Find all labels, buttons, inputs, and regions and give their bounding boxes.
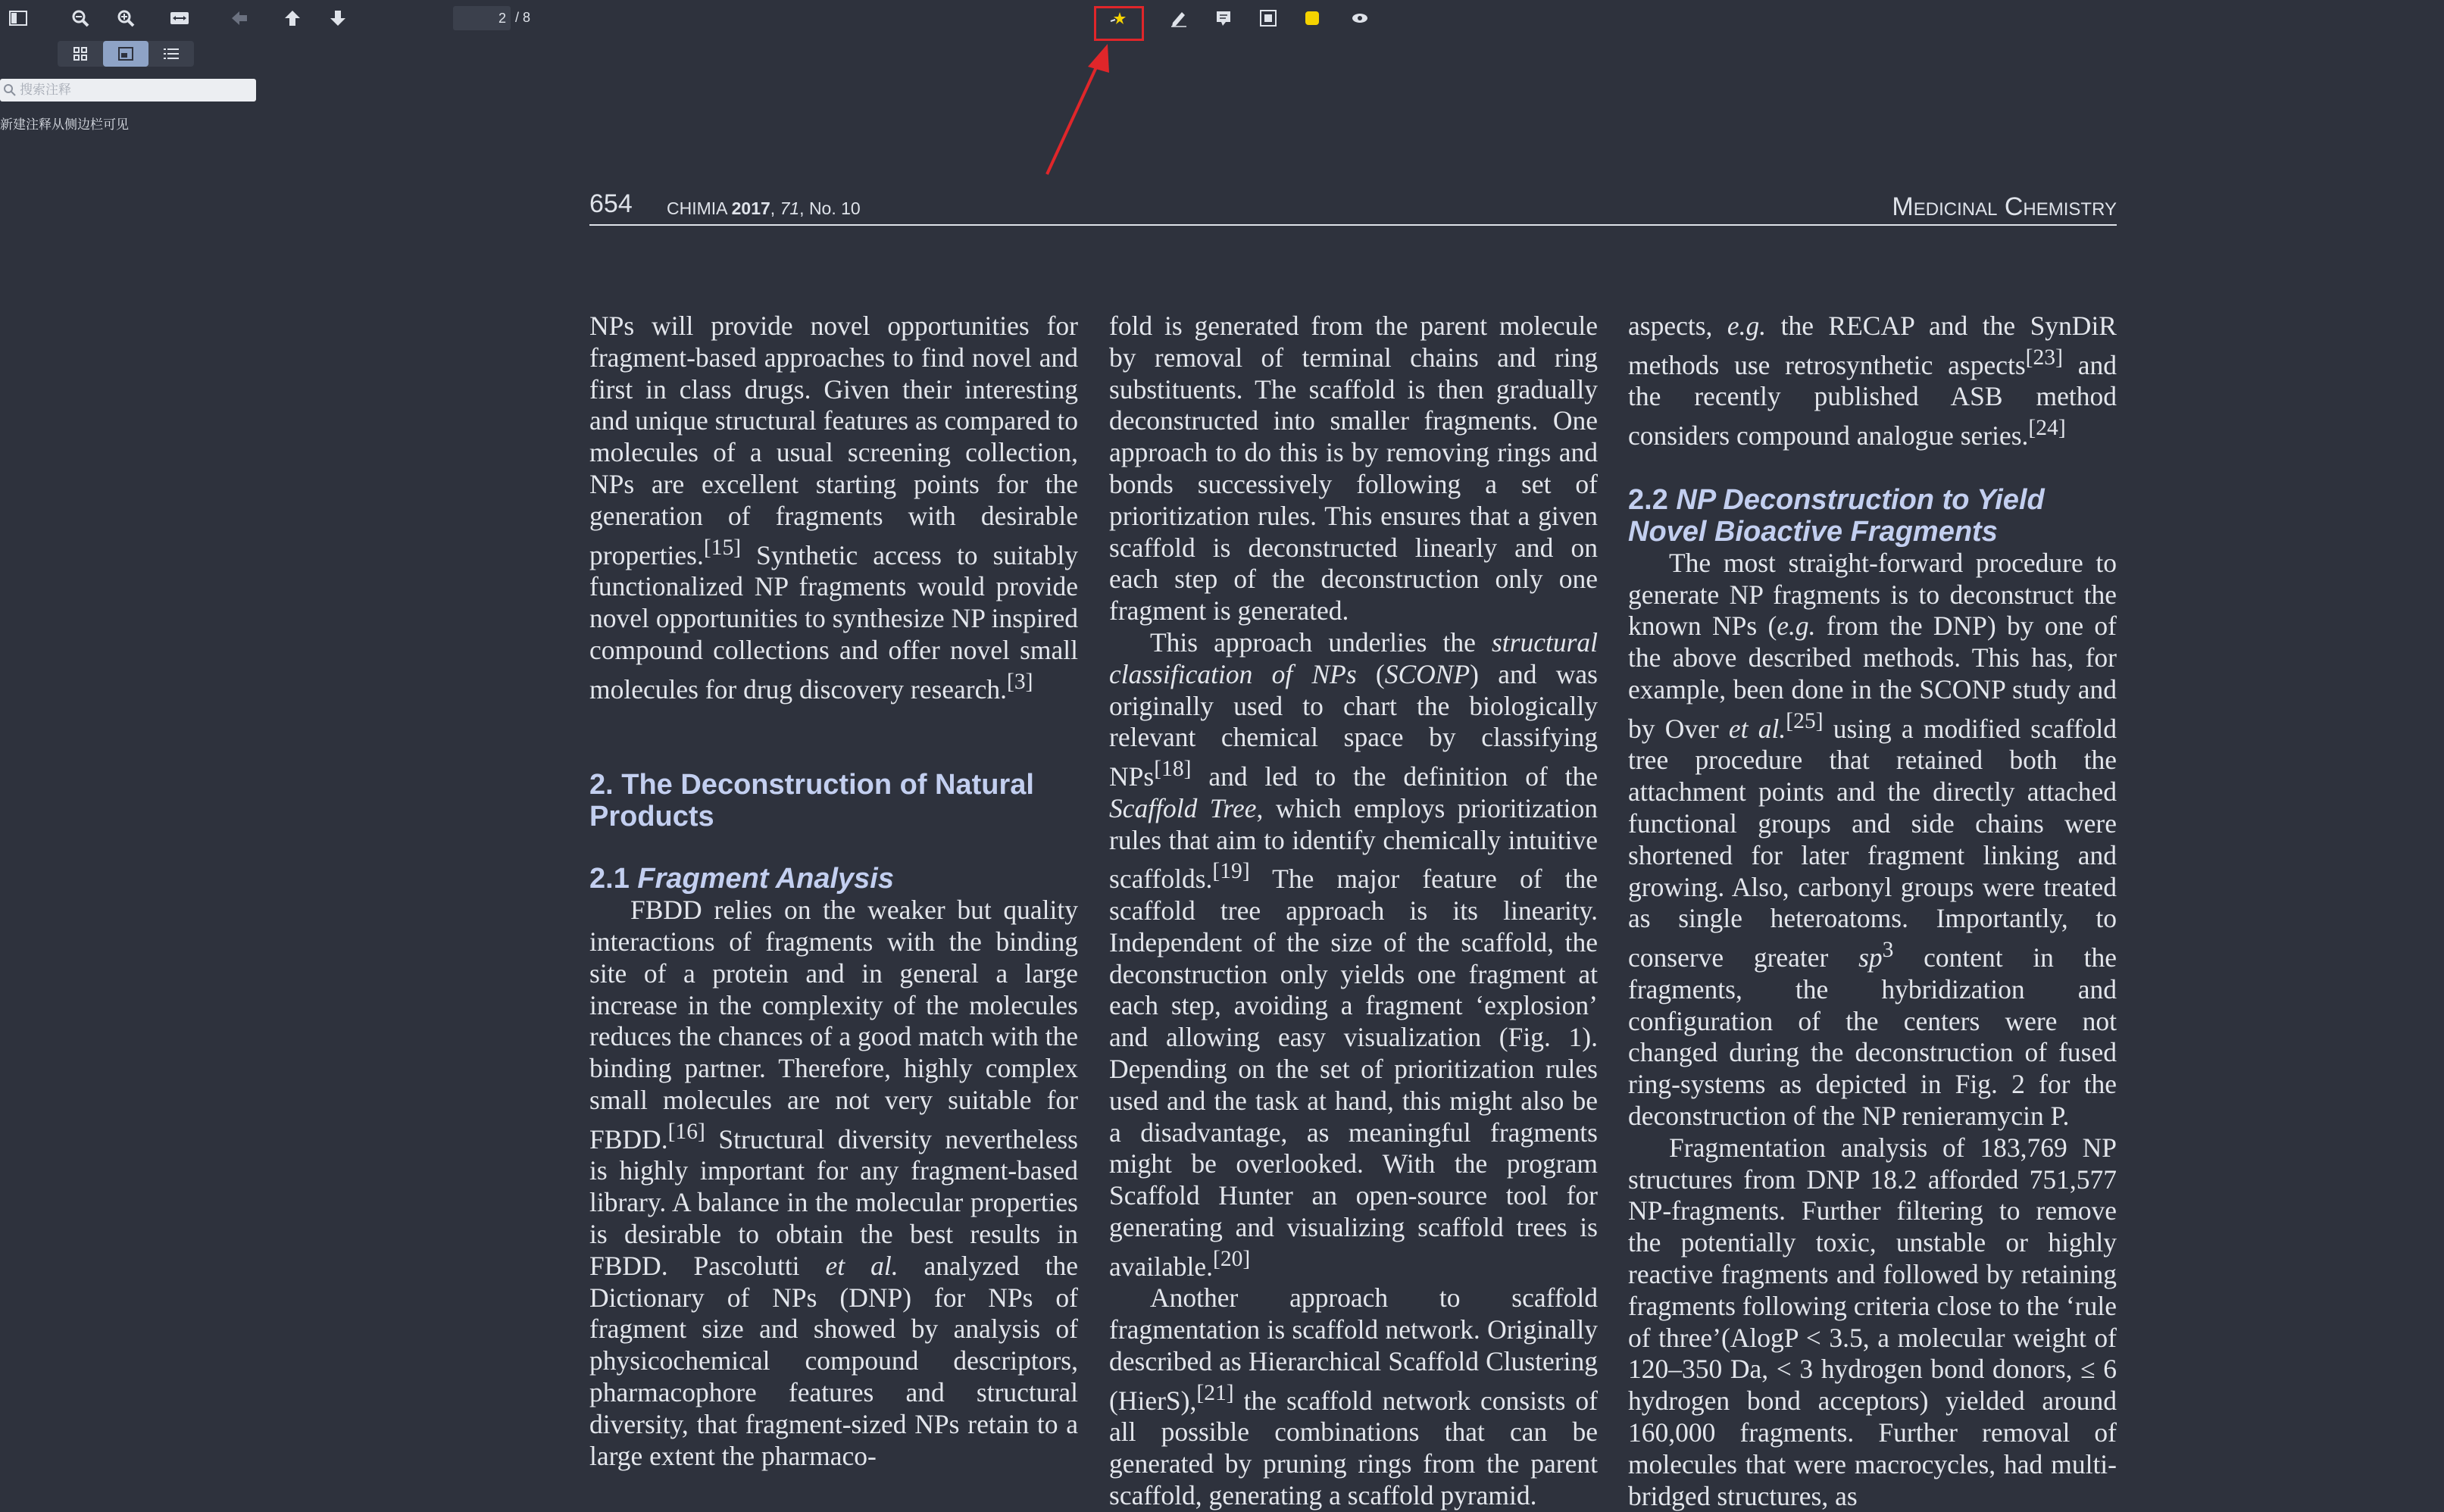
- annotation-search-input[interactable]: [0, 79, 256, 102]
- paragraph: Fragmentation analysis of 183,769 NP structures from DNP 18.2 afforded 751,577 NP-fragments. Further filtering to remove the potentially toxic, unstable or highly reactive fragments and followed by retaining fragments following criteria close to the ‘rule of three’(AlogP < 3.5, a molecular weight of 120–350 Da, < 3 hydrogen bond donors, ≤ 6 hydrogen bond acceptors) yielded around 160,000 fragments. Further removal of molecules that were macrocycles, had multi-bridged structures, as: [1628, 1132, 2117, 1511]
- document-page: [589, 0, 2117, 1511]
- paragraph: Another approach to scaffold fragmentation is scaffold network. Originally described as Hierarchical Scaffold Clustering (HierS),[21] the scaffold network consists of all possible combinations that can be generated by pruning rings from the parent scaffold, generating a scaffold pyramid.: [1109, 1282, 1598, 1510]
- header-rule: [589, 224, 2117, 226]
- sidebar-hint: 新建注释从侧边栏可见: [0, 117, 129, 132]
- page-number-input[interactable]: 2: [453, 6, 511, 30]
- zoom-out-icon[interactable]: [70, 8, 91, 29]
- sidebar-tabs: [58, 41, 194, 67]
- paragraph: The most straight-forward procedure to generate NP fragments is to deconstruct the known NPs (e.g. from the DNP) by one of the above described methods. This has, for example, been done in the SCONP study and by Over et al.[25] using a modified scaffold tree procedure that retained both the attachment points and the directly attached functional groups and side chains were shortened for later fragment linking and growing. Also, carbonyl groups were treated as single heteroatoms. Importantly, to conserve greater $sp^3$ content in the fragments, the hybridization and configuration of the centers were not changed during the deconstruction of fused ring-systems as depicted in Fig. 2 for the deconstruction of the NP renieramycin P.: [1628, 547, 2117, 1132]
- page-total: / 8: [515, 10, 531, 25]
- prev-page-icon[interactable]: [282, 8, 303, 29]
- tab-annotations[interactable]: [103, 41, 148, 67]
- page-number: 654: [589, 189, 633, 218]
- subsection-heading: 2.2 NP Deconstruction to Yield Novel Bioactive Fragments: [1628, 483, 2045, 548]
- zoom-in-icon[interactable]: [115, 8, 136, 29]
- subsection-heading: 2.1 Fragment Analysis: [589, 863, 894, 895]
- tab-outline[interactable]: [148, 41, 194, 67]
- search-placeholder: 搜索注释: [20, 83, 71, 97]
- paragraph: aspects, e.g. the RECAP and the SynDiR methods use retrosynthetic aspects[23] and the recently published ASB method considers compound analogue series.[24]: [1628, 311, 2117, 451]
- outline-list-icon: [163, 47, 180, 61]
- text-column-1: [589, 311, 1078, 1472]
- tab-thumbnails[interactable]: [58, 41, 103, 67]
- annotations-icon: [117, 46, 134, 61]
- section-title: Medicinal Chemistry: [1892, 192, 2117, 221]
- paragraph: This approach underlies the structural classification of NPs (SCONP) and was originally used to chart the biologically relevant chemical space by classifying NPs[18] and led to the definition of the Scaffold Tree, which employs prioritization rules that aim to identify chemically intuitive scaffolds.[19] The major feature of the scaffold tree approach is its linearity. Independent of the size of the scaffold, the deconstruction only yields one fragment at each step, avoiding a fragment ‘explosion’ and allowing easy visualization (Fig. 1). Depending on the set of prioritization rules used and the task at hand, this might also be a disadvantage, as meaningful fragments might be overlooked. With the program Scaffold Hunter an open-source tool for generating and visualizing scaffold trees is available.[20]: [1109, 626, 1598, 1282]
- paragraph: fold is generated from the parent molecule by removal of terminal chains and ring substituents. The scaffold is then gradually deconstructed into smaller fragments. One approach to do this is by removing rings and bonds successively following a set of prioritization rules. This ensures that a given scaffold is deconstructed linearly and on each step of the deconstruction only one fragment is generated.: [1109, 311, 1598, 626]
- section-heading: 2. The Deconstruction of Natural Products: [589, 769, 1034, 833]
- paragraph: NPs will provide novel opportunities for fragment-based approaches to find novel and first in class drugs. Given their interesting and unique structural features as compared to molecules of a usual screening collection, NPs are excellent starting points for the generation of fragments with desirable properties.[15] Synthetic access to suitably functionalized NP fragments would provide novel opportunities to synthesize NP inspired compound collections and offer novel small molecules for drug discovery research.[3]: [589, 311, 1078, 704]
- text-column-2: [1109, 311, 1598, 1512]
- paragraph: FBDD relies on the weaker but quality interactions of fragments with the binding site of a protein and in general a large increase in the complexity of the molecules reduces the chances of a good match with the binding partner. Therefore, highly complex small molecules are not very suitable for FBDD.[16] Structural diversity nevertheless is highly important for any fragment-based library. A balance in the molecular properties is desirable to obtain the best results in FBDD. Pascolutti et al. analyzed the Dictionary of NPs (DNP) for NPs of fragment size and showed by analysis of physicochemical compound descriptors, pharmacophore features and structural diversity, that fragment-sized NPs retain to a large extent the pharmaco-: [589, 895, 1078, 1471]
- journal-reference: CHIMIA 2017, 71, No. 10: [667, 198, 861, 218]
- fit-width-icon[interactable]: [168, 9, 191, 27]
- sidebar-toggle-icon[interactable]: [8, 8, 29, 29]
- text-column-3: [1628, 311, 2117, 1512]
- search-icon: [3, 83, 17, 97]
- next-page-icon[interactable]: [327, 8, 348, 29]
- thumbnails-icon: [73, 46, 88, 61]
- back-icon[interactable]: [229, 8, 250, 29]
